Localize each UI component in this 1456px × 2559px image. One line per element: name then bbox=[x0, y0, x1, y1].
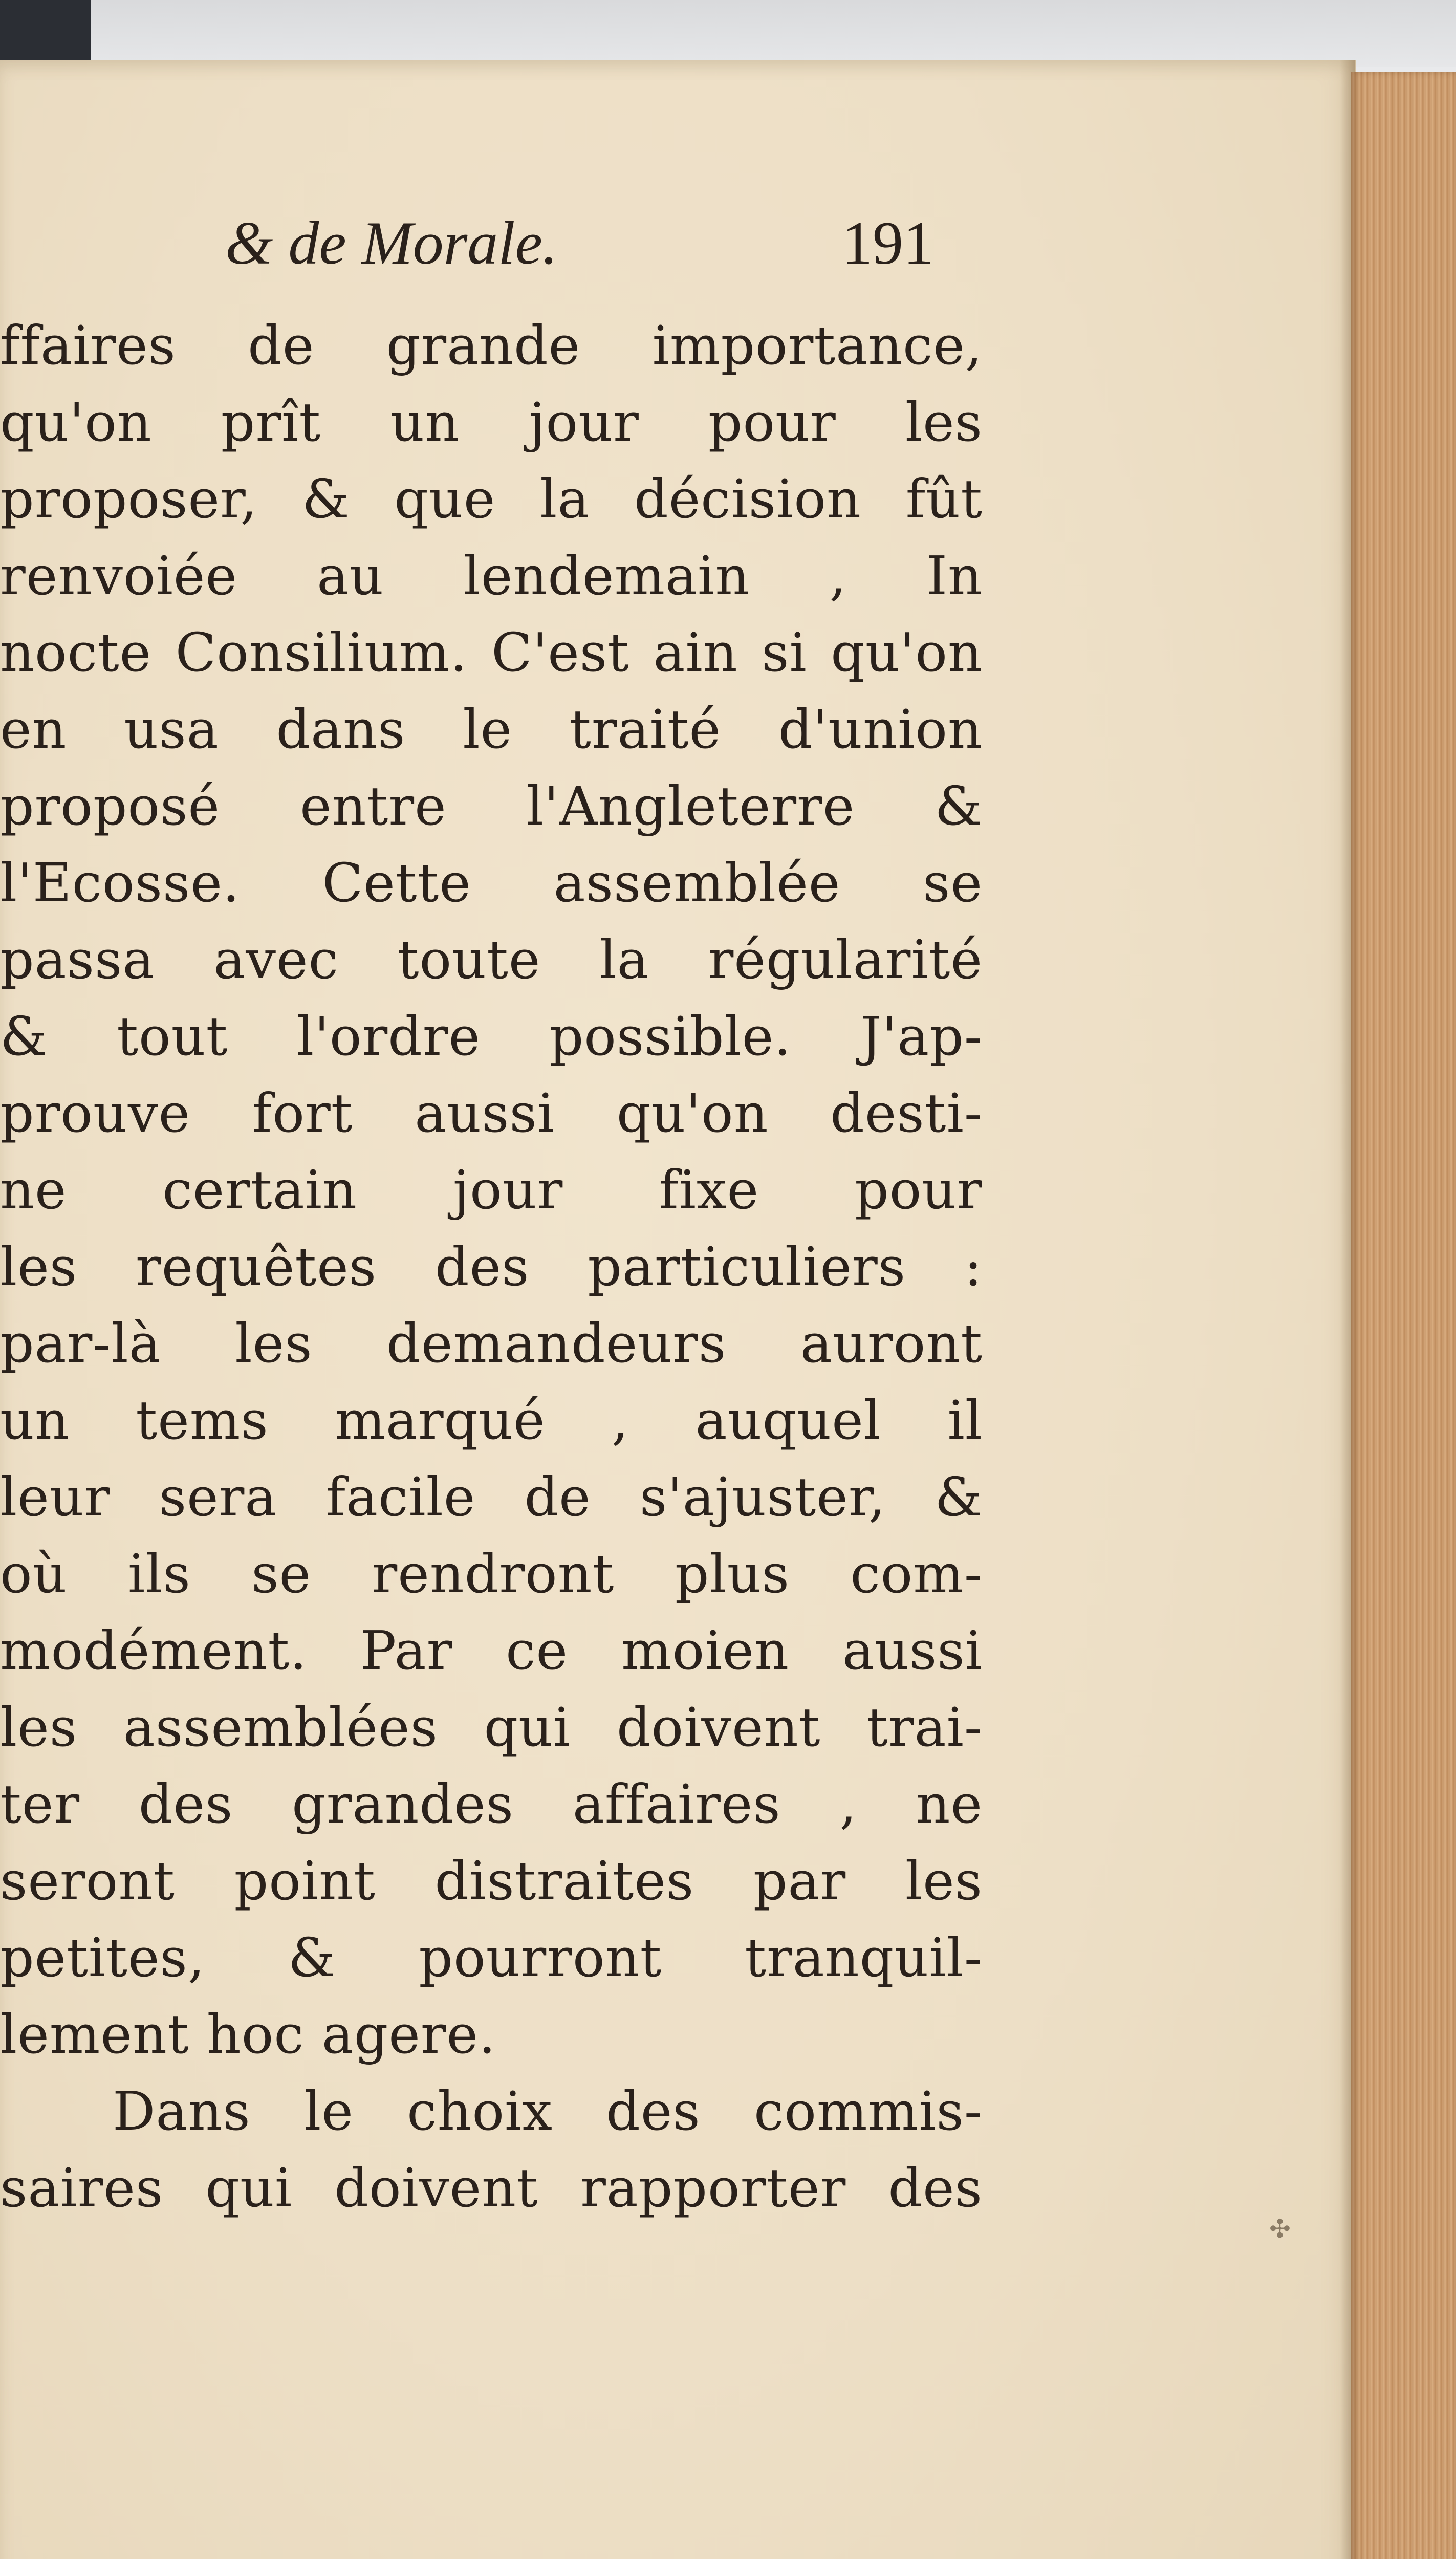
text-line: renvoiée au lendemain , In bbox=[0, 545, 983, 607]
text-line: les assemblées qui doivent trai- bbox=[0, 1696, 983, 1759]
page-edges bbox=[1351, 72, 1456, 2559]
text-line: ter des grandes affaires , ne bbox=[0, 1773, 983, 1835]
text-line: proposer, & que la décision fût bbox=[0, 468, 983, 530]
text-line: en usa dans le traité d'union bbox=[0, 698, 983, 761]
text-line: leur sera facile de s'ajuster, & bbox=[0, 1466, 983, 1528]
text-line: proposé entre l'Angleterre & bbox=[0, 775, 983, 837]
running-title: & de Morale. bbox=[225, 209, 558, 277]
text-line: Dans le choix des commis- bbox=[113, 2080, 983, 2142]
paper-speck: ✣ bbox=[1269, 2214, 1291, 2244]
text-line: prouve fort aussi qu'on desti- bbox=[0, 1082, 983, 1144]
text-line: saires qui doivent rapporter des bbox=[0, 2157, 983, 2219]
text-line: l'Ecosse. Cette assemblée se bbox=[0, 852, 983, 914]
text-line: petites, & pourront tranquil- bbox=[0, 1926, 983, 1989]
text-line: modément. Par ce moien aussi bbox=[0, 1619, 983, 1682]
text-line: ne certain jour fixe pour bbox=[0, 1159, 983, 1221]
text-line: où ils se rendront plus com- bbox=[0, 1543, 983, 1605]
text-line: ffaires de grande importance, bbox=[0, 314, 983, 377]
text-line: & tout l'ordre possible. J'ap- bbox=[0, 1005, 983, 1068]
background-top bbox=[0, 0, 1456, 67]
running-header bbox=[225, 205, 998, 281]
text-line: lement hoc agere. bbox=[0, 2003, 496, 2066]
page-number: 191 bbox=[842, 209, 934, 277]
text-line: nocte Consilium. C'est ain si qu'on bbox=[0, 621, 983, 684]
text-line: par-là les demandeurs auront bbox=[0, 1312, 983, 1375]
dark-clip-top bbox=[0, 0, 91, 61]
text-line: passa avec toute la régularité bbox=[0, 928, 983, 991]
text-line: les requêtes des particuliers : bbox=[0, 1235, 983, 1298]
text-line: un tems marqué , auquel il bbox=[0, 1389, 983, 1451]
text-line: qu'on prît un jour pour les bbox=[0, 391, 983, 453]
text-line: seront point distraites par les bbox=[0, 1850, 983, 1912]
